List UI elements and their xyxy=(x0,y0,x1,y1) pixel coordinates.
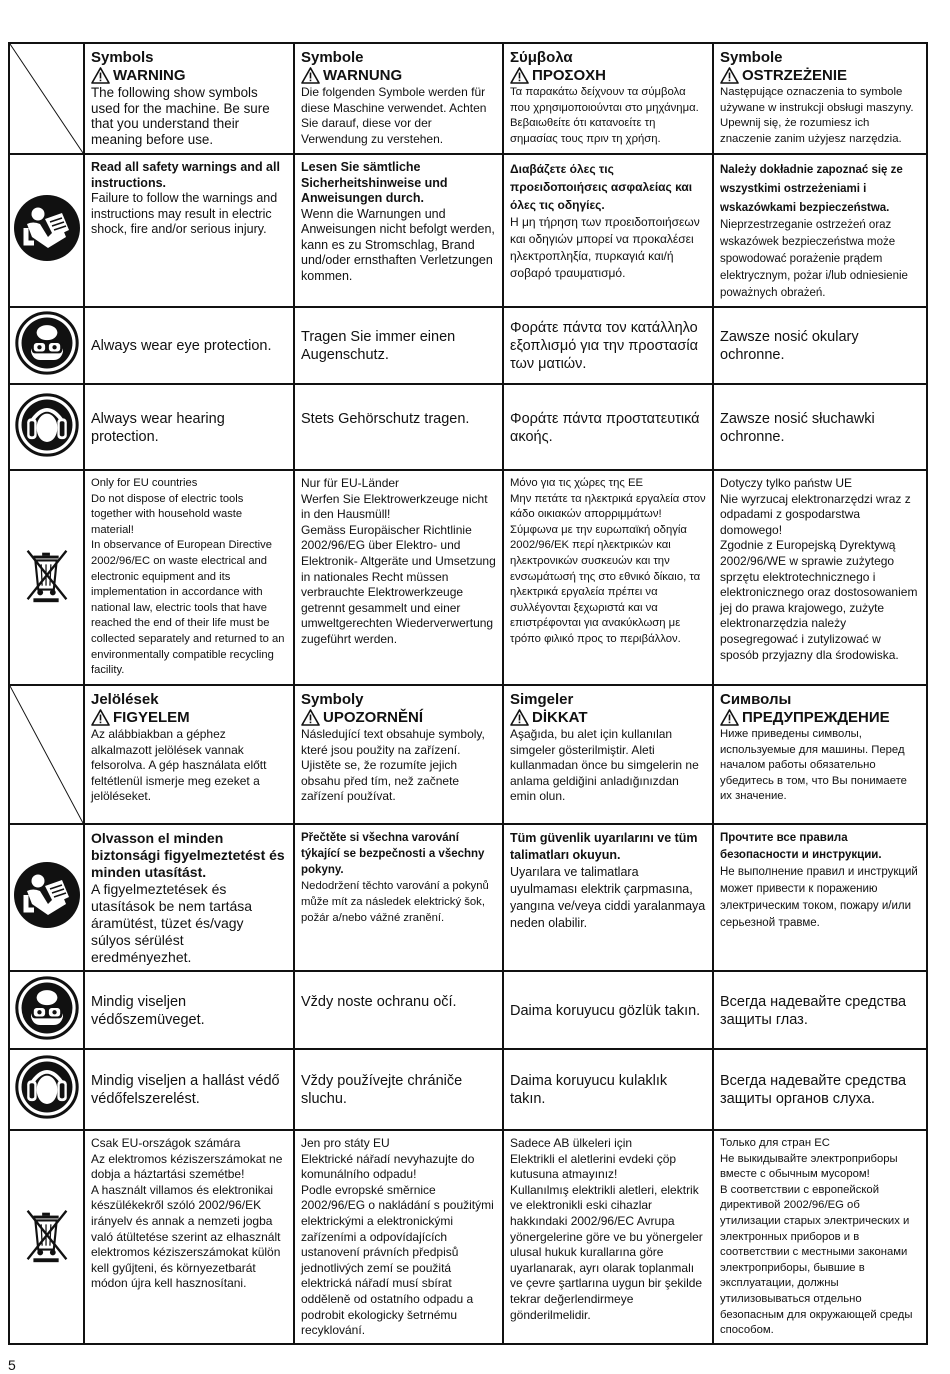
warning-label: DİKKAT xyxy=(532,709,588,726)
ear-text-hu: Mindig viseljen a hallást védő védőfelszerelést. xyxy=(91,1073,280,1107)
read-manual-icon xyxy=(12,860,82,930)
ear-text-pl: Zawsze nosić słuchawki ochronne. xyxy=(720,410,875,445)
warning-triangle-icon xyxy=(510,67,529,84)
read-manual-icon xyxy=(12,193,82,263)
warning-label: UPOZORNĚNÍ xyxy=(323,709,424,726)
header-title: Symbole xyxy=(301,49,364,66)
read-cell-de xyxy=(294,154,503,307)
header-text: Az alábbiakban a géphez alkalmazott jelölések vannak felsorolva. A gép használata előtt feltétlenül ismerje meg ezeket a jelöléseket. xyxy=(91,727,267,804)
header-cell-de xyxy=(294,43,503,154)
read-bold-text: Tüm güvenlik uyarılarını ve tüm talimatları okuyun. xyxy=(510,831,698,862)
header-row xyxy=(9,685,927,824)
header-cell-el xyxy=(503,43,713,154)
header-title: Simgeler xyxy=(510,691,574,708)
header-title: Symbols xyxy=(91,49,154,66)
read-bold-text: Olvasson el minden biztonsági figyelmeztetést és minden utasítást. xyxy=(91,830,285,880)
eu-text-cs: Jen pro státy EU Elektrické nářadí nevyhazujte do komunálního odpadu! Podle evropské směrnice 2002/96/EG o nakládání s použitými elektrickými a elektronickými zařízeními a odpovídajících ustanovení právních předpisů jednotlivých zemí se použitá elektrická nářadí musí sbírat odděleně od ostatního odpadu a podrobit ekologicky šetrnému recyklování. xyxy=(301,1136,494,1338)
eye-protection-row xyxy=(9,971,927,1049)
read-bold-text: Přečtěte si všechna varování týkající se bezpečnosti a všechny pokyny. xyxy=(301,832,485,876)
header-cell-ru xyxy=(713,685,927,824)
warning-triangle-icon xyxy=(720,709,739,726)
read-bold-text: Διαβάζετε όλες τις προειδοποιήσεις ασφαλείας και όλες τις οδηγίες. xyxy=(510,162,693,212)
eu-disposal-row xyxy=(9,1130,927,1344)
diagonal-corner-cell xyxy=(9,43,84,154)
eu-text-tr: Sadece AB ülkeleri için Elektrikli el aletlerini evdeki çöp kutusuna atmayınız! Kullanılmış elektrikli aletleri, elektrik ve elektronikli eski cihazlar hakkındaki 2002/96/EC Avrupa yönergelerine göre ve bu yönergeler ulusal hukuk kurallarına göre uyarlanarak, ayrı olarak toplanmalı ve çevre şartlarına uygun bir şekilde tekrar değerlendirmeye gönderilmelidir. xyxy=(510,1136,703,1322)
read-cell-el xyxy=(503,154,713,307)
header-text: Aşağıda, bu alet için kullanılan simgeler gösterilmiştir. Aleti kullanmadan önce bu simgelerin ne anlama geldiğini anladığınızdan emin olun. xyxy=(510,727,699,804)
warning-label: FIGYELEM xyxy=(113,709,190,726)
read-text: Nedodržení těchto varování a pokynů může mít za následek elektrický šok, požár a/nebo vážné zranění. xyxy=(301,880,489,924)
read-bold-text: Należy dokładnie zapoznać się ze wszystkimi ostrzeżeniami i wskazówkami bezpieczeństwa. xyxy=(720,164,903,214)
read-text: Η μη τήρηση των προειδοποιήσεων και οδηγιών μπορεί να προκαλέσει ηλεκτροπληξία, πυρκαγιά και/ή σοβαρό τραυματισμό. xyxy=(510,215,700,280)
read-bold-text: Прочтите все правила безопасности и инструкции. xyxy=(720,832,882,861)
read-text: A figyelmeztetések és utasítások be nem tartása áramütést, tüzet és/vagy súlyos sérülést eredményezhet. xyxy=(91,881,253,965)
crossed-out-wheelie-bin-icon xyxy=(14,1198,80,1272)
eye-text-ru: Всегда надевайте средства защиты глаз. xyxy=(720,993,907,1028)
read-bold-text: Read all safety warnings and all instructions. xyxy=(91,160,280,190)
header-title: Символы xyxy=(720,691,792,708)
warning-label: WARNUNG xyxy=(323,67,403,84)
eu-text-de: Nur für EU-Länder Werfen Sie Elektrowerkzeuge nicht in den Hausmüll! Gemäss Europäischer Richtlinie 2002/96/EG über Elektro- und Elektronik- Altgeräte und Umsetzung in nationales Recht müssen verbrauchte Elektrowerkzeuge getrennt gesammelt und einer umweltgerechten Wiederverwertung zugeführt werden. xyxy=(301,476,496,646)
header-text: The following show symbols used for the machine. Be sure that you understand their meaning before use. xyxy=(91,85,270,147)
read-cell-pl xyxy=(713,154,927,307)
header-title: Symboly xyxy=(301,691,364,708)
ear-text-el: Φοράτε πάντα προστατευτικά ακοής. xyxy=(510,410,700,445)
ear-protection-icon xyxy=(14,1054,80,1120)
header-row xyxy=(9,43,927,154)
eu-text-en: Only for EU countries Do not dispose of electric tools together with household waste material! In observance of European Directive 2002/96/EC on waste electrical and electronic equipment and its implementation in accordance with national law, electric tools that have reached the end of their life must be collected separately and returned to an environmentally compatible recycling facility. xyxy=(91,477,285,677)
eu-text-el: Μόνο για τις χώρες της ΕΕ Μην πετάτε τα ηλεκτρικά εργαλεία στον κάδο οικιακών απορριμμάτων! Σύμφωνα με την ευρωπαϊκή οδηγία 2002/96/ΕΚ περί ηλεκτρικών και ηλεκτρονικών συσκευών και την ενσωμάτωσή της στο εθνικό δίκαιο, τα ηλεκτρικά εργαλεία πρέπει να συλλέγονται ξεχωριστά και να επιστρέφονται για ανακύκλωση με τρόπο φιλικό προς το περιβάλλον. xyxy=(510,477,706,645)
read-cell-en xyxy=(84,154,294,307)
warning-triangle-icon xyxy=(720,67,739,84)
crossed-out-wheelie-bin-icon xyxy=(14,538,80,612)
eye-protection-row xyxy=(9,307,927,384)
eye-text-en: Always wear eye protection. xyxy=(91,338,272,354)
diagonal-corner-cell xyxy=(9,685,84,824)
read-bold-text: Lesen Sie sämtliche Sicherheitshinweise und Anweisungen durch. xyxy=(301,160,448,205)
header-cell-en xyxy=(84,43,294,154)
header-cell-pl xyxy=(713,43,927,154)
eu-disposal-row xyxy=(9,470,927,685)
ear-text-ru: Всегда надевайте средства защиты органов слуха. xyxy=(720,1073,907,1107)
eye-text-cs: Vždy noste ochranu očí. xyxy=(301,993,457,1010)
read-text: Uyarılara ve talimatlara uyulmaması elektrik çarpmasına, yangına ve/veya ciddi yaralanmaya neden olabilir. xyxy=(510,865,706,930)
header-cell-hu xyxy=(84,685,294,824)
ear-text-tr: Daima koruyucu kulaklık takın. xyxy=(510,1073,668,1107)
eye-text-pl: Zawsze nosić okulary ochronne. xyxy=(720,329,859,363)
ear-protection-row xyxy=(9,1049,927,1130)
header-title: Σύμβολα xyxy=(510,49,573,66)
eye-text-tr: Daima koruyucu gözlük takın. xyxy=(510,1002,701,1019)
header-text: Τα παρακάτω δείχνουν τα σύμβολα που χρησιμοποιούνται στο μηχάνημα. Βεβαιωθείτε ότι κατανοείτε τη σημασίας τους πριν τη χρήση. xyxy=(510,86,699,145)
ear-protection-row xyxy=(9,384,927,470)
read-text: Nieprzestrzeganie ostrzeżeń oraz wskazówek bezpieczeństwa może spowodować porażenie prądem elektrycznym, pożar i/lub odniesienie poważnych obrażeń. xyxy=(720,219,908,299)
read-manual-row xyxy=(9,824,927,971)
warning-label: OSTRZEŻENIE xyxy=(742,67,848,84)
warning-triangle-icon xyxy=(91,67,110,84)
read-text: Wenn die Warnungen und Anweisungen nicht befolgt werden, kann es zu Stromschlag, Brand und/oder ernsthaften Verletzungen kommen. xyxy=(301,206,495,283)
eye-text-de: Tragen Sie immer einen Augenschutz. xyxy=(301,329,456,363)
eye-protection-icon xyxy=(14,310,80,376)
warning-triangle-icon xyxy=(91,709,110,726)
header-text: Die folgenden Symbole werden für diese Maschine verwendet. Achten Sie darauf, diese vor der Verwendung zu verstehen. xyxy=(301,85,487,146)
warning-label: ΠΡΟΣΟΧΗ xyxy=(532,67,607,84)
warning-triangle-icon xyxy=(301,67,320,84)
header-text: Następujące oznaczenia to symbole używane w instrukcji obsługi maszyny. Upewnij się, że rozumiesz ich znaczenie zanim użyjesz narzędzia. xyxy=(720,86,914,145)
eye-text-hu: Mindig viseljen védőszemüveget. xyxy=(91,993,205,1028)
header-text: Ниже приведены символы, используемые для машины. Перед началом работы обязательно убедитесь в том, что Вы понимаете их значение. xyxy=(720,728,907,803)
eu-text-hu: Csak EU-országok számára Az elektromos kéziszerszámokat ne dobja a háztartási szemétbe! A használt villamos és elektronikai készülékekről szóló 2002/96/EK irányelv és annak a nemzeti jogba való átültetése szerint az elhasznált elektromos kéziszerszámokat külön kell gyűjteni, és környezetbarát módon újra kell hasznosítani. xyxy=(91,1136,283,1291)
header-title: Jelölések xyxy=(91,691,159,708)
warning-label: ПРЕДУПРЕЖДЕНИЕ xyxy=(742,709,890,726)
header-cell-tr xyxy=(503,685,713,824)
eye-text-el: Φοράτε πάντα τον κατάλληλο εξοπλισμό για την προστασία των ματιών. xyxy=(510,320,698,372)
read-text: Failure to follow the warnings and instructions may result in electric shock, fire and/or serious injury. xyxy=(91,191,278,236)
warning-triangle-icon xyxy=(510,709,529,726)
ear-protection-icon xyxy=(14,392,80,458)
eu-text-ru: Только для стран ЕС Не выкидывайте электроприборы вместе с обычным мусором! В соответствии с европейской директивой 2002/96/EG об утилизации старых электрических и электронных приборов и в соответствии с местными законами электроприборы, бывшие в эксплуатации, должны утилизовываться отдельно безопасным для окружающей среды способом. xyxy=(720,1137,913,1337)
read-manual-row xyxy=(9,154,927,307)
warning-label: WARNING xyxy=(113,67,186,84)
header-text: Následující text obsahuje symboly, které jsou použity na zařízení. Ujistěte se, že rozumíte jejich obsahu před tím, než začnete zařízení používat. xyxy=(301,727,485,804)
eu-text-pl: Dotyczy tylko państw UE Nie wyrzucaj elektronarzędzi wraz z odpadami z gospodarstwa domowego! Zgodnie z Europejską Dyrektywą 2002/96/WE w sprawie zużytego sprzętu elektrotechnicznego i elektronicznego oraz dostosowaniem jej do prawa krajowego, zużyte elektronarzędzia należy posegregować i zutylizować w sposób przyjazny dla środowiska. xyxy=(720,476,918,662)
ear-text-en: Always wear hearing protection. xyxy=(91,410,225,445)
symbols-table xyxy=(8,42,928,1345)
warning-triangle-icon xyxy=(301,709,320,726)
page-number: 5 xyxy=(8,1357,16,1373)
header-cell-cs xyxy=(294,685,503,824)
eye-protection-icon xyxy=(14,975,80,1041)
ear-text-de: Stets Gehörschutz tragen. xyxy=(301,410,470,427)
ear-text-cs: Vždy používejte chrániče sluchu. xyxy=(301,1073,463,1107)
read-text: Не выполнение правил и инструкций может привести к поражению электрическим током, пожару и/или серьезной травме. xyxy=(720,866,918,929)
header-title: Symbole xyxy=(720,49,783,66)
